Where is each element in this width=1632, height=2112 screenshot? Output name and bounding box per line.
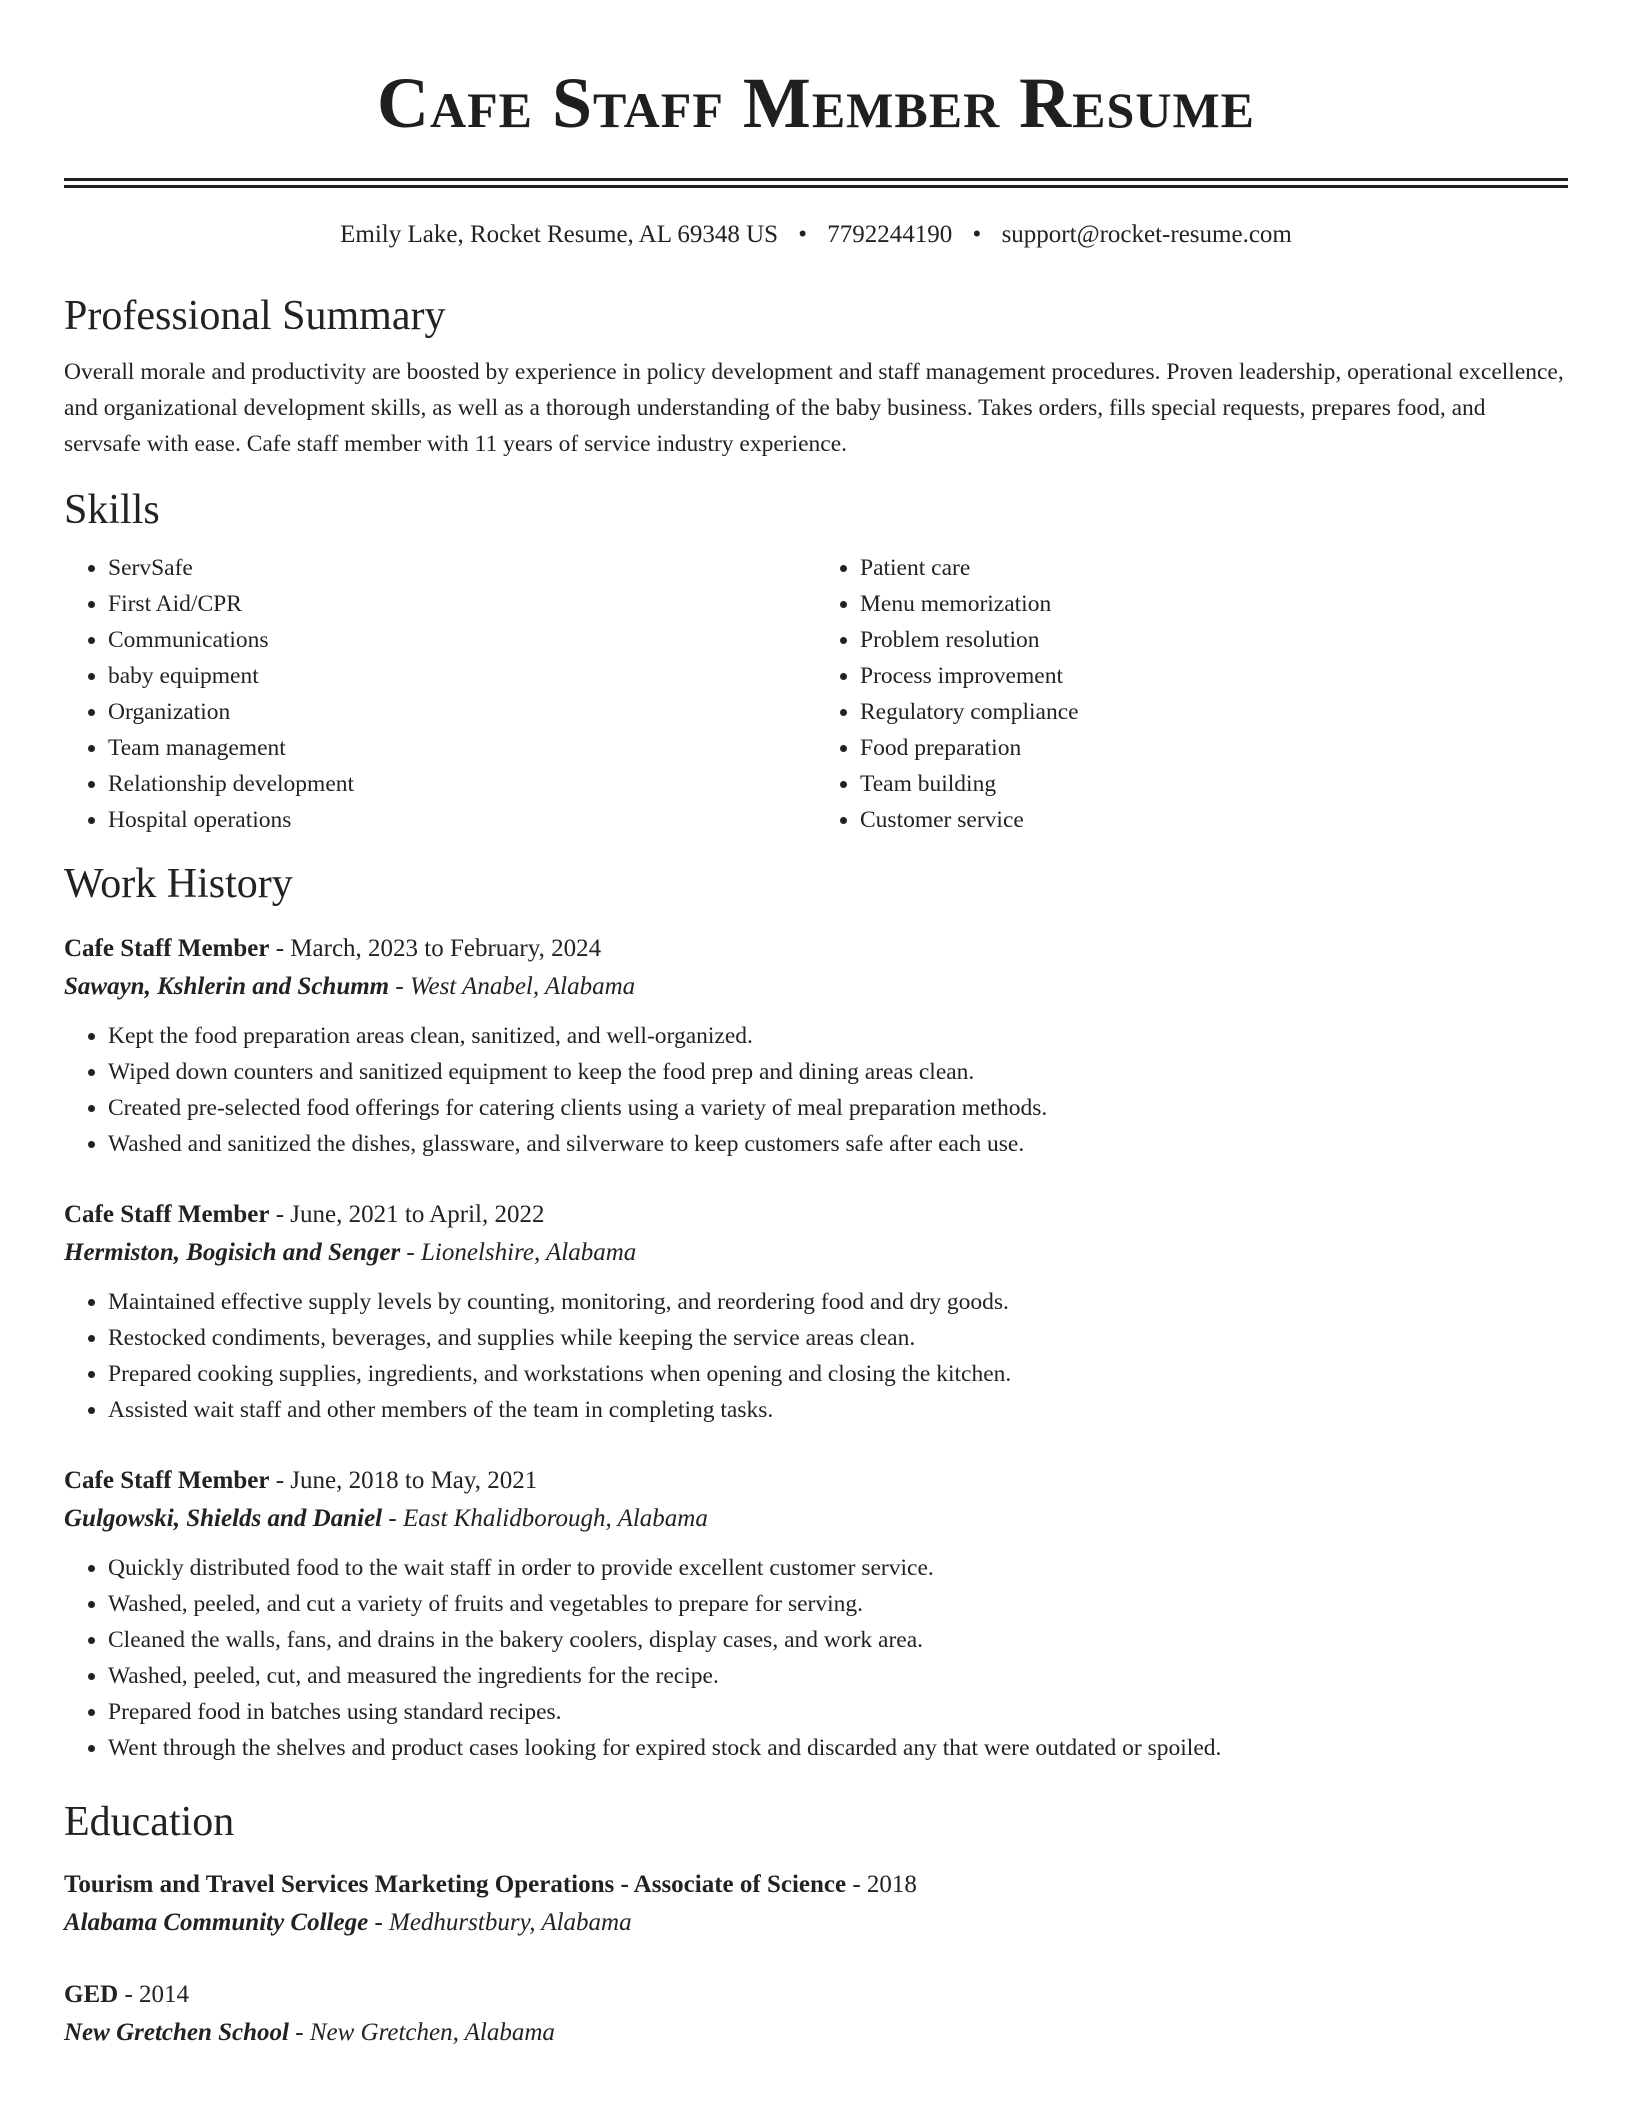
skill-item: • Communications [108, 622, 816, 658]
skill-item: • First Aid/CPR [108, 586, 816, 622]
section-heading-work: Work History [64, 861, 293, 907]
job-duty: • Quickly distributed food to the wait staff in order to provide excellent customer service. [108, 1550, 1568, 1586]
job-duty: • Prepared food in batches using standard recipes. [108, 1694, 1568, 1730]
job-entry [64, 930, 1568, 1162]
job-duty: • Washed, peeled, cut, and measured the ingredients for the recipe. [108, 1658, 1568, 1694]
title-divider [64, 178, 1568, 188]
education-location: - Medhurstbury, Alabama [368, 1909, 632, 1936]
education-section [64, 1796, 1568, 2052]
job-duties-list [64, 1284, 1568, 1428]
job-duty: • Assisted wait staff and other members of the team in completing tasks. [108, 1392, 1568, 1428]
job-entry [64, 1462, 1568, 1766]
section-heading-skills: Skills [64, 487, 160, 533]
contact-line [64, 218, 1568, 252]
education-school: Alabama Community College [64, 1909, 369, 1936]
job-heading [64, 930, 1568, 968]
job-heading [64, 1196, 1568, 1234]
skill-item: • Menu memorization [860, 586, 1568, 622]
job-employer-line [64, 968, 1568, 1006]
job-duties-list [64, 1550, 1568, 1766]
section-heading-summary: Professional Summary [64, 293, 446, 339]
skill-item: • ServSafe [108, 550, 816, 586]
skill-item: • Hospital operations [108, 802, 816, 838]
contact-separator: • [798, 221, 808, 248]
job-duty: • Washed, peeled, and cut a variety of fruits and vegetables to prepare for serving. [108, 1586, 1568, 1622]
job-dates: - March, 2023 to February, 2024 [269, 935, 602, 962]
job-duty: • Wiped down counters and sanitized equipment to keep the food prep and dining areas clean. [108, 1054, 1568, 1090]
skill-item: • Relationship development [108, 766, 816, 802]
skill-item: • Problem resolution [860, 622, 1568, 658]
skills-section [64, 484, 1568, 838]
job-duty: • Restocked condiments, beverages, and supplies while keeping the service areas clean. [108, 1320, 1568, 1356]
job-dates: - June, 2021 to April, 2022 [269, 1201, 545, 1228]
job-duty: • Cleaned the walls, fans, and drains in the bakery coolers, display cases, and work area. [108, 1622, 1568, 1658]
skill-item: • Team building [860, 766, 1568, 802]
job-dates: - June, 2018 to May, 2021 [269, 1467, 538, 1494]
job-duty: • Went through the shelves and product cases looking for expired stock and discarded any that were outdated or spoiled. [108, 1730, 1568, 1766]
job-duty: • Maintained effective supply levels by counting, monitoring, and reordering food and dry goods. [108, 1284, 1568, 1320]
skills-columns [64, 550, 1568, 838]
education-year: - 2018 [846, 1871, 917, 1898]
education-year: - 2014 [118, 1981, 190, 2008]
professional-summary-section [64, 290, 1568, 462]
job-title: Cafe Staff Member [64, 1201, 270, 1228]
skill-item: • baby equipment [108, 658, 816, 694]
job-company: Hermiston, Bogisich and Senger [64, 1239, 401, 1266]
job-company: Sawayn, Kshlerin and Schumm [64, 973, 390, 1000]
job-location: - Lionelshire, Alabama [400, 1239, 637, 1266]
skill-item: • Organization [108, 694, 816, 730]
skills-list-left [64, 550, 816, 838]
summary-text: Overall morale and productivity are boosted by experience in policy development and staff management procedures. Proven leadership, operational excellence, and organizational development skills, as well as a thorough understanding of the baby business. Takes orders, fills special requests, prepares food, and servsafe with ease. Cafe staff member with 11 years of service industry experience. [64, 359, 1564, 457]
skill-item: • Customer service [860, 802, 1568, 838]
job-heading [64, 1462, 1568, 1500]
contact-separator: • [972, 221, 982, 248]
job-duty: • Kept the food preparation areas clean, sanitized, and well-organized. [108, 1018, 1568, 1054]
education-location: - New Gretchen, Alabama [289, 2019, 555, 2046]
skill-item: • Patient care [860, 550, 1568, 586]
job-title: Cafe Staff Member [64, 935, 270, 962]
job-employer-line [64, 1500, 1568, 1538]
job-entry [64, 1196, 1568, 1428]
work-history-section [64, 858, 1568, 1766]
education-heading [64, 1866, 1568, 1904]
skill-item: • Regulatory compliance [860, 694, 1568, 730]
job-location: - West Anabel, Alabama [389, 973, 636, 1000]
skill-item: • Process improvement [860, 658, 1568, 694]
education-degree: Tourism and Travel Services Marketing Operations - Associate of Science [64, 1871, 847, 1898]
education-school-line [64, 2014, 1568, 2052]
job-duty: • Created pre-selected food offerings for catering clients using a variety of meal preparation methods. [108, 1090, 1568, 1126]
job-company: Gulgowski, Shields and Daniel [64, 1505, 383, 1532]
education-entry [64, 1866, 1568, 1942]
skill-item: • Food preparation [860, 730, 1568, 766]
resume-title: Cafe Staff Member Resume [377, 63, 1255, 143]
education-school: New Gretchen School [64, 2019, 289, 2046]
job-duty: • Prepared cooking supplies, ingredients, and workstations when opening and closing the kitchen. [108, 1356, 1568, 1392]
contact-address: Emily Lake, Rocket Resume, AL 69348 US [340, 221, 779, 248]
section-heading-education: Education [64, 1799, 235, 1845]
contact-phone: 7792244190 [827, 221, 953, 248]
skill-item: • Team management [108, 730, 816, 766]
education-school-line [64, 1904, 1568, 1942]
job-location: - East Khalidborough, Alabama [382, 1505, 708, 1532]
job-employer-line [64, 1234, 1568, 1272]
job-duty: • Washed and sanitized the dishes, glassware, and silverware to keep customers safe after each use. [108, 1126, 1568, 1162]
skills-list-right [816, 550, 1568, 838]
education-entry [64, 1976, 1568, 2052]
education-heading [64, 1976, 1568, 2014]
job-title: Cafe Staff Member [64, 1467, 270, 1494]
education-degree: GED [64, 1981, 119, 2008]
job-duties-list [64, 1018, 1568, 1162]
contact-email: support@rocket-resume.com [1001, 221, 1292, 248]
